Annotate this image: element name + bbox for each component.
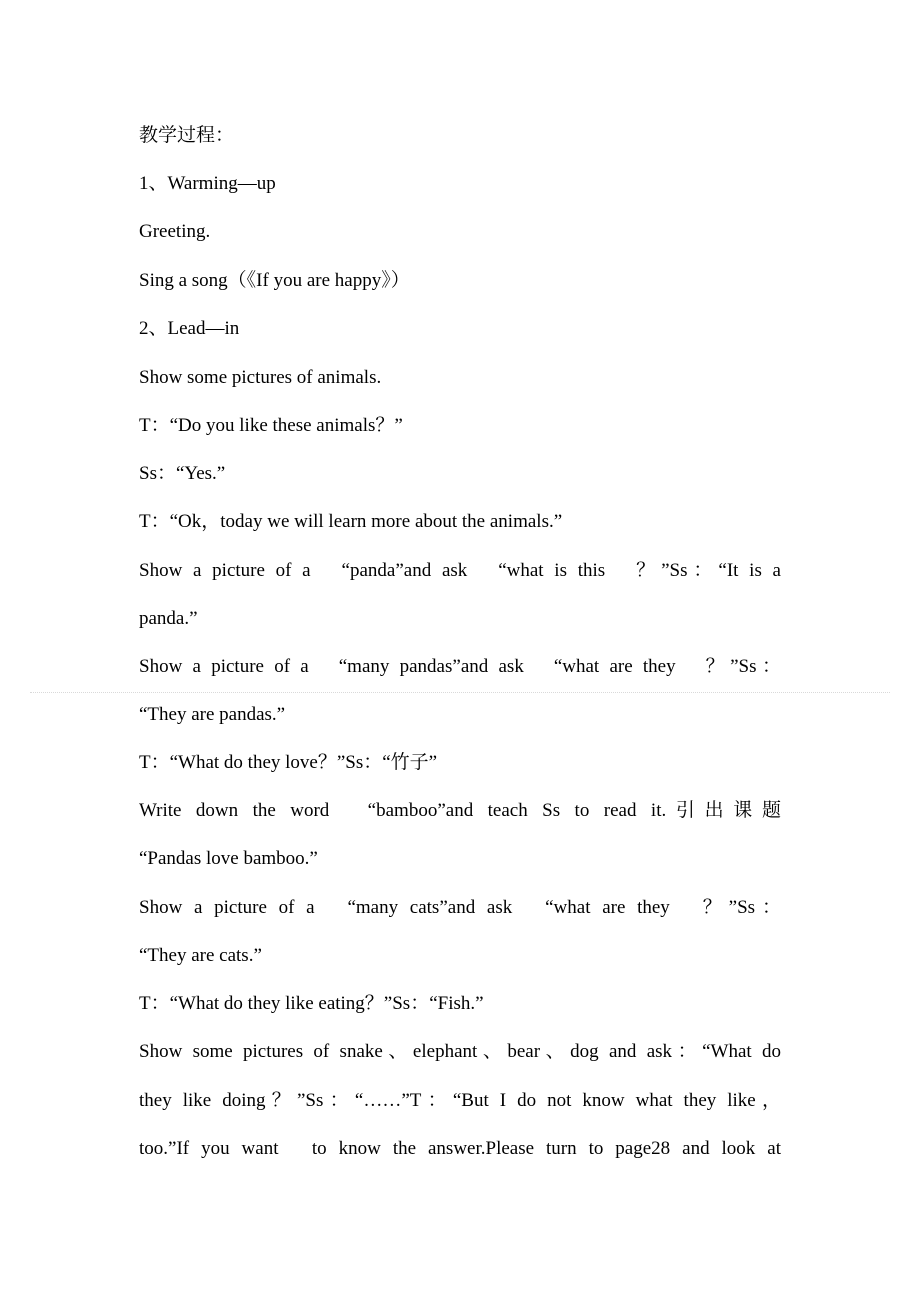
text-line: Show a picture of a “panda”and ask “what is this ？”Ss：“It is a [139,560,781,581]
step-heading-warming-up: 1、Warming—up [139,173,276,194]
text-line: Write down the word “bamboo”and teach Ss to read it.引出课题 [139,800,781,821]
dialogue-line: T：“Do you like these animals？” [139,415,403,436]
text-line: Sing a song（《If you are happy》） [139,270,410,291]
section-heading: 教学过程： [139,125,235,146]
page-divider [30,692,890,693]
text-line: too.”If you want to know the answer.Please turn to page28 and look at [139,1138,781,1159]
text-line: “They are pandas.” [139,704,286,725]
text-line: “Pandas love bamboo.” [139,848,318,869]
text-line: Show some pictures of animals. [139,367,382,388]
text-line: “They are cats.” [139,945,262,966]
text-line: Show a picture of a “many cats”and ask “what are they ？”Ss： [139,897,781,918]
dialogue-line: T：“What do they like eating？”Ss：“Fish.” [139,993,484,1014]
dialogue-line: Ss：“Yes.” [139,463,226,484]
text-line: Show a picture of a “many pandas”and ask “what are they ？”Ss： [139,656,781,677]
text-line: Show some pictures of snake、elephant、bear、dog and ask：“What do [139,1041,781,1062]
text-line: they like doing？”Ss：“……”T：“But I do not know what they like， [139,1090,781,1111]
text-line: Greeting. [139,221,211,242]
step-heading-lead-in: 2、Lead—in [139,318,240,339]
text-line: panda.” [139,608,198,629]
dialogue-line: T：“Ok，today we will learn more about the animals.” [139,511,563,532]
dialogue-line: T：“What do they love？”Ss：“竹子” [139,752,438,773]
